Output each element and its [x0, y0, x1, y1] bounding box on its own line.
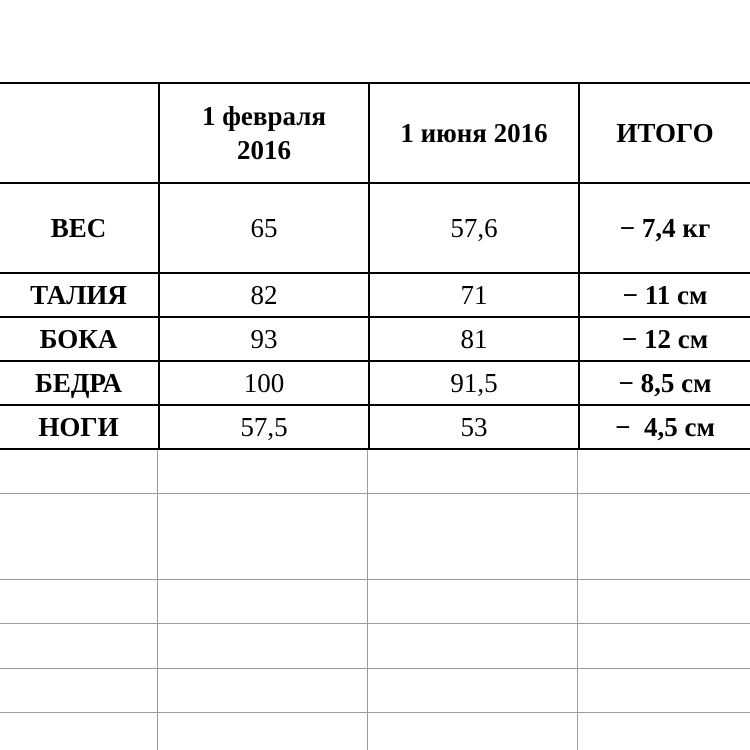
grid-line-v [577, 450, 578, 750]
cell-jun-weight[interactable]: 57,6 [369, 183, 579, 273]
cell-feb-sides[interactable]: 93 [159, 317, 369, 361]
grid-line-h [0, 712, 750, 713]
header-empty-cell[interactable] [0, 83, 159, 183]
row-label-hips[interactable]: БЕДРА [0, 361, 159, 405]
grid-line-v [367, 450, 368, 750]
header-total[interactable]: ИТОГО [579, 83, 750, 183]
table-row [0, 273, 750, 317]
grid-line-h [0, 623, 750, 624]
header-jun-2016[interactable]: 1 июня 2016 [369, 83, 579, 183]
row-label-sides[interactable]: БОКА [0, 317, 159, 361]
measurements-table [0, 82, 750, 450]
cell-total-sides[interactable]: − 12 см [579, 317, 750, 361]
empty-grid [0, 450, 750, 750]
cell-jun-legs[interactable]: 53 [369, 405, 579, 449]
cell-total-legs[interactable]: − 4,5 см [579, 405, 750, 449]
cell-feb-legs[interactable]: 57,5 [159, 405, 369, 449]
cell-jun-sides[interactable]: 81 [369, 317, 579, 361]
grid-line-h [0, 579, 750, 580]
cell-feb-weight[interactable]: 65 [159, 183, 369, 273]
grid-line-h [0, 668, 750, 669]
row-label-weight[interactable]: ВЕС [0, 183, 159, 273]
cell-total-waist[interactable]: − 11 см [579, 273, 750, 317]
cell-jun-hips[interactable]: 91,5 [369, 361, 579, 405]
header-feb-2016[interactable]: 1 февраля 2016 [159, 83, 369, 183]
row-label-waist[interactable]: ТАЛИЯ [0, 273, 159, 317]
cell-total-hips[interactable]: − 8,5 см [579, 361, 750, 405]
header-row [0, 83, 750, 183]
grid-line-h [0, 493, 750, 494]
cell-feb-hips[interactable]: 100 [159, 361, 369, 405]
grid-line-v [157, 450, 158, 750]
table-row [0, 317, 750, 361]
cell-jun-waist[interactable]: 71 [369, 273, 579, 317]
table-row [0, 405, 750, 449]
table-row [0, 183, 750, 273]
cell-feb-waist[interactable]: 82 [159, 273, 369, 317]
cell-total-weight[interactable]: − 7,4 кг [579, 183, 750, 273]
table-row [0, 361, 750, 405]
row-label-legs[interactable]: НОГИ [0, 405, 159, 449]
